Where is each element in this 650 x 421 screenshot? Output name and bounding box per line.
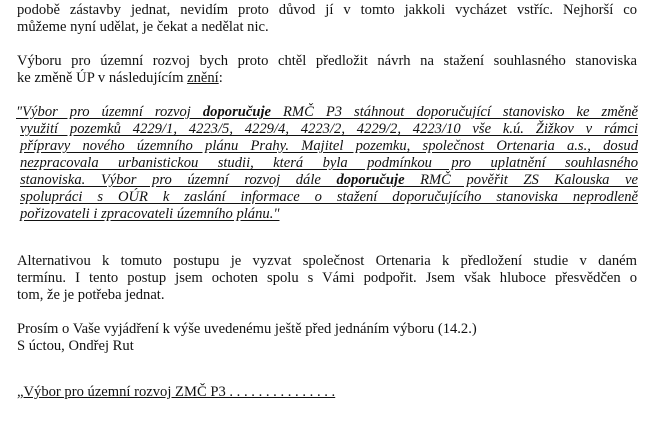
quote-span: stanoviska. Výbor pro územní rozvoj dále	[20, 172, 337, 188]
quote-span: RMČ pověřit ZS Kalouska ve	[404, 172, 638, 188]
quote-line: spolupráci s OÚR k zaslání informace o stažení doporučujícího stanoviska neprodleně	[20, 189, 638, 205]
text-line: termínu. I tento postup jsem ochoten spolu s Vámi podpořit. Jsem však hluboce přesvědčen o	[17, 270, 637, 286]
quote-span: RMČ P3 stáhnout doporučující stanovisko ke změně	[270, 104, 638, 120]
quote-line: pořizovateli i zpracovateli územního plánu."	[20, 206, 280, 222]
footer-line: „Výbor pro územní rozvoj ZMČ P3 . . . . . . . . . . . . . . .	[17, 384, 336, 400]
quote-line	[16, 172, 638, 189]
paragraph-closing	[17, 321, 637, 355]
quote-line	[16, 104, 638, 121]
text-line: tom, že je potřeba jednat.	[17, 287, 165, 303]
quote-line: využití pozemků 4229/1, 4223/5, 4229/4, 4223/2, 4229/2, 4223/10 vše k.ú. Žižkov v rámci	[20, 121, 638, 137]
text-span: ke změně ÚP v následujícím	[17, 70, 188, 86]
signature-line: S úctou, Ondřej Rut	[17, 338, 134, 354]
text-line: Výboru pro územní rozvoj bych proto chtěl předložit návrh na stažení souhlasného stanoviska	[17, 53, 637, 69]
text-line: můžeme nyní udělat, je čekat a nedělat nic.	[17, 19, 269, 35]
quote-span: "Výbor pro územní rozvoj	[16, 104, 203, 120]
quote-emphasis: doporučuje	[336, 172, 405, 188]
quote-line: nezpracovala urbanistickou studii, která byla podmínkou pro uplatnění souhlasného	[20, 155, 638, 171]
paragraph-footer	[17, 384, 637, 401]
quote-line: přípravy nového územního plánu Prahy. Majitel pozemku, společnost Ortenaria a.s., dosud	[20, 138, 638, 154]
paragraph-alternative	[17, 253, 637, 304]
quote-emphasis: doporučuje	[202, 104, 271, 120]
underlined-word: znění	[187, 70, 219, 86]
text-span: :	[218, 70, 223, 86]
text-line: Prosím o Vaše vyjádření k výše uvedenému ještě před jednáním výboru (14.2.)	[17, 321, 477, 337]
paragraph-intro	[17, 2, 637, 36]
paragraph-proposal	[17, 53, 637, 87]
text-line: Alternativou k tomuto postupu je vyzvat společnost Ortenaria k předložení studie v daném	[17, 253, 637, 269]
quoted-resolution	[16, 104, 638, 223]
text-line: podobě zástavby jednat, nevidím proto důvod jí v tomto jakkoli vycházet vstříc. Nejhorší co	[17, 2, 637, 18]
text-line	[17, 70, 637, 87]
